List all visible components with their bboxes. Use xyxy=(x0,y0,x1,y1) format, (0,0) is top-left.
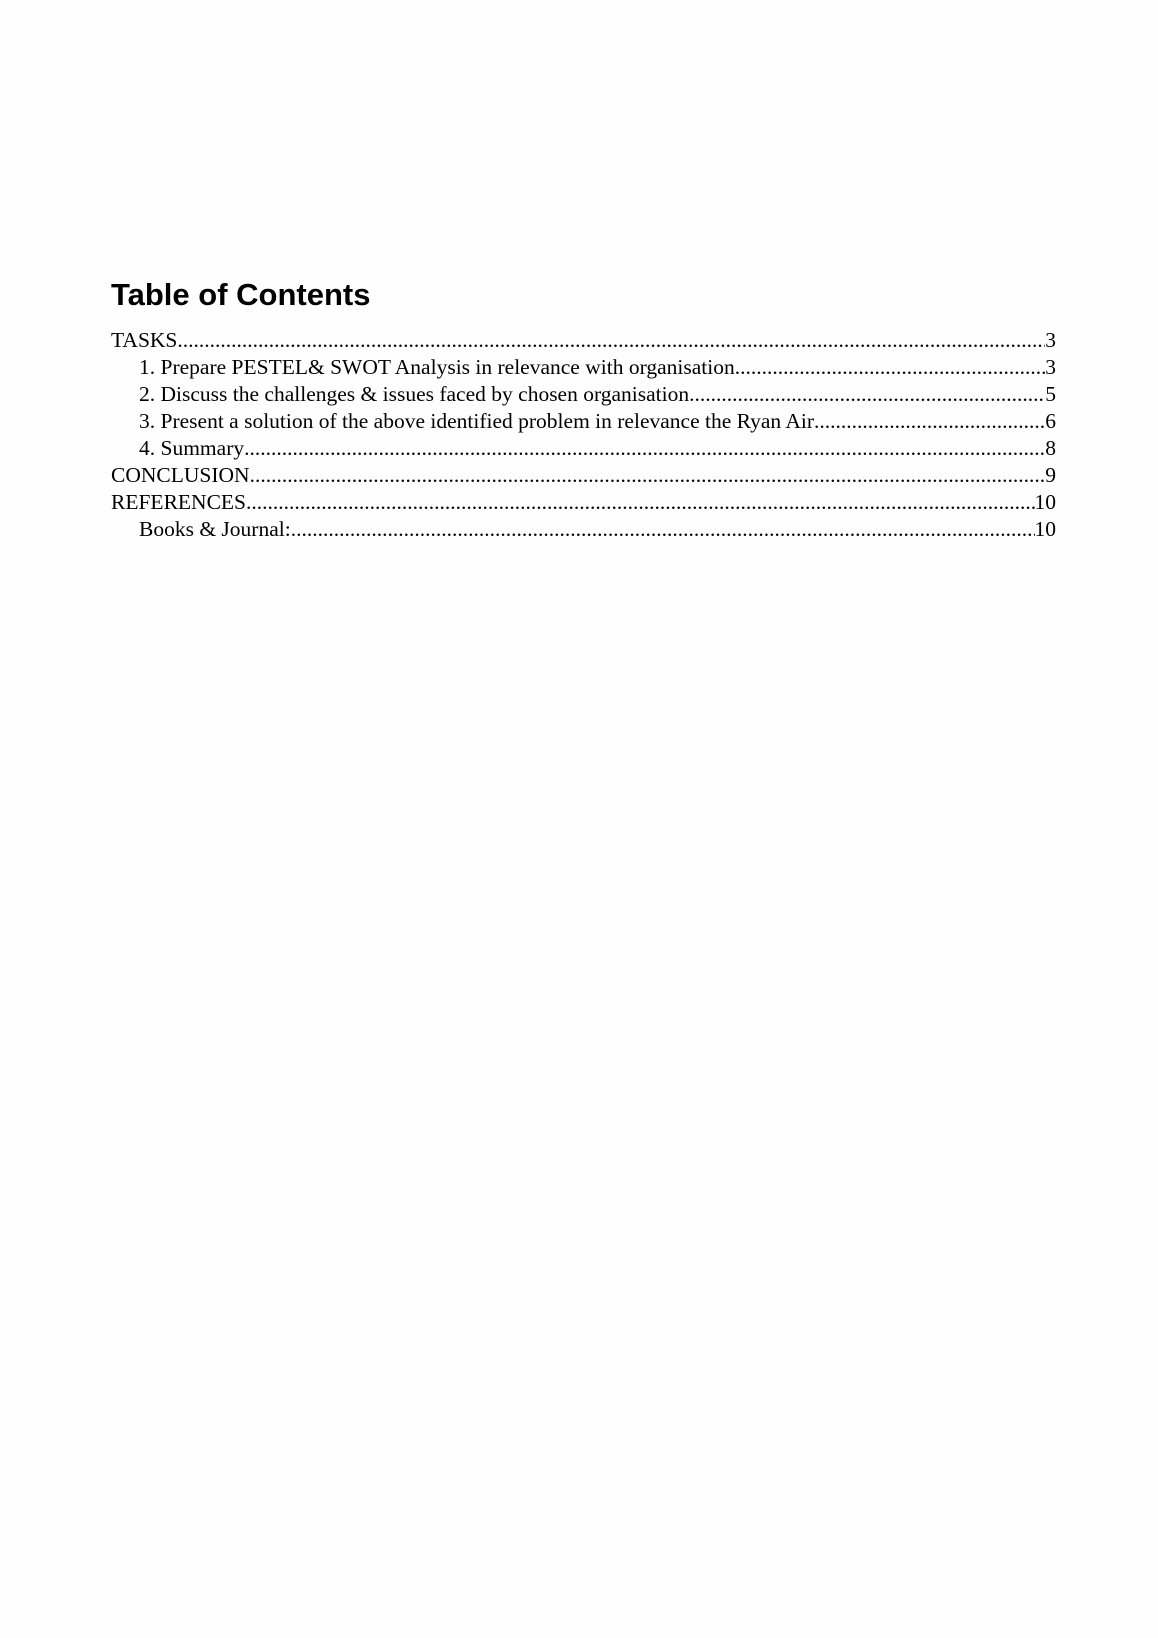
toc-page-number: 10 xyxy=(1034,490,1056,514)
toc-page-number: 3 xyxy=(1045,328,1056,352)
table-of-contents xyxy=(111,275,1056,543)
toc-page-number: 6 xyxy=(1045,409,1056,433)
toc-entry-label: CONCLUSION xyxy=(111,463,250,487)
toc-entry-references[interactable] xyxy=(111,489,1056,516)
toc-dot-leader xyxy=(689,381,1045,408)
toc-entry-label: 2. Discuss the challenges & issues faced by chosen organisation xyxy=(139,382,690,406)
toc-entry-tasks[interactable] xyxy=(111,327,1056,354)
toc-dot-leader xyxy=(814,408,1045,435)
toc-entry-label: 3. Present a solution of the above identified problem in relevance the Ryan Air xyxy=(139,409,815,433)
toc-dot-leader xyxy=(250,462,1046,489)
toc-dot-leader xyxy=(735,354,1046,381)
toc-entry-solution[interactable] xyxy=(111,408,1056,435)
toc-dot-leader xyxy=(291,516,1035,543)
toc-dot-leader xyxy=(177,327,1045,354)
toc-list xyxy=(111,327,1056,543)
toc-entry-label: REFERENCES xyxy=(111,490,246,514)
toc-entry-books-journal[interactable] xyxy=(111,516,1056,543)
toc-page-number: 9 xyxy=(1045,463,1056,487)
toc-dot-leader xyxy=(244,435,1045,462)
toc-page-number: 10 xyxy=(1034,517,1056,541)
toc-entry-summary[interactable] xyxy=(111,435,1056,462)
toc-entry-label: TASKS xyxy=(111,328,178,352)
toc-entry-conclusion[interactable] xyxy=(111,462,1056,489)
toc-entry-pestel-swot[interactable] xyxy=(111,354,1056,381)
toc-page-number: 3 xyxy=(1045,355,1056,379)
toc-dot-leader xyxy=(246,489,1035,516)
toc-page-number: 5 xyxy=(1045,382,1056,406)
toc-entry-label: 4. Summary xyxy=(139,436,245,460)
toc-page-number: 8 xyxy=(1045,436,1056,460)
toc-title: Table of Contents xyxy=(111,277,371,312)
toc-entry-label: 1. Prepare PESTEL& SWOT Analysis in relevance with organisation xyxy=(139,355,735,379)
toc-entry-challenges[interactable] xyxy=(111,381,1056,408)
toc-entry-label: Books & Journal: xyxy=(139,517,291,541)
